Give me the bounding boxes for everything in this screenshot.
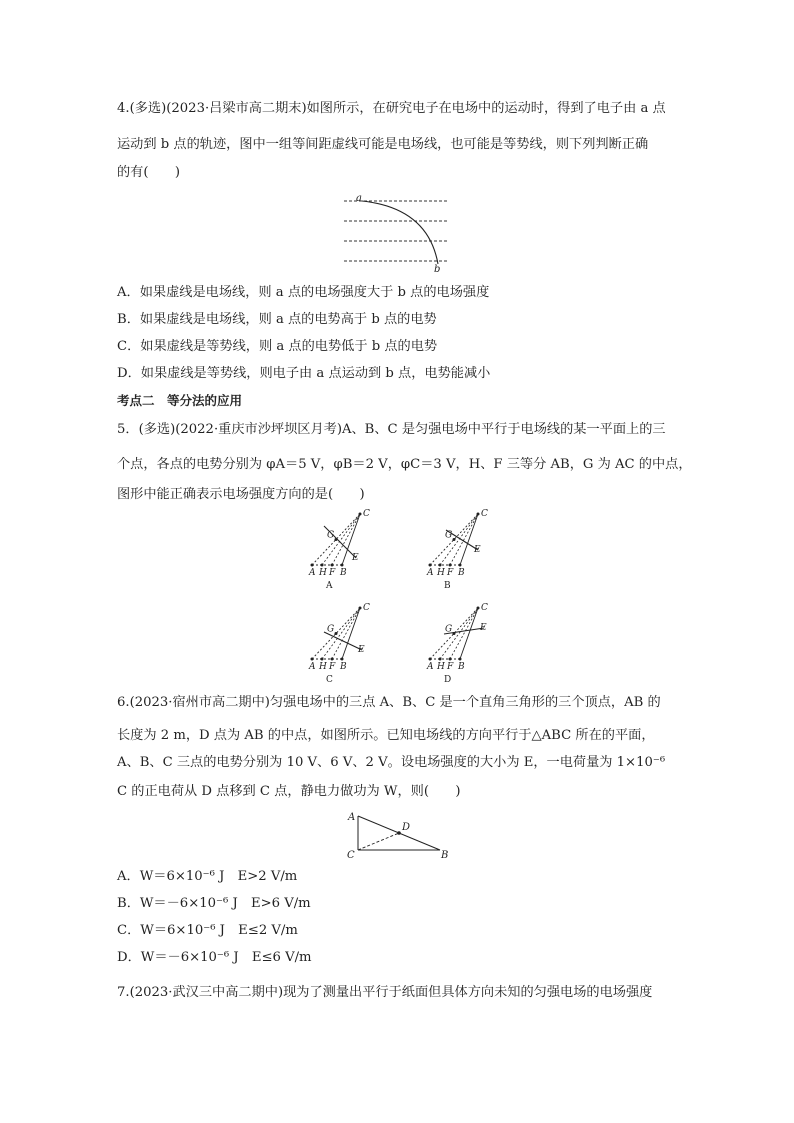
- vertex-dot: [459, 658, 462, 661]
- point-b-label: b: [434, 264, 441, 274]
- q6-option-a: A．W＝6×10⁻⁶ J E>2 V/m: [117, 869, 298, 884]
- label-f: F: [329, 662, 336, 672]
- q5-line-3: 图形中能正确表示电场强度方向的是( ): [117, 487, 365, 502]
- subfigure-caption: A: [326, 581, 333, 591]
- q6-line-4: C 的正电荷从 D 点移到 C 点，静电力做功为 W，则( ): [117, 784, 461, 799]
- vertex-dot: [341, 564, 344, 567]
- point-d-label: D: [402, 822, 411, 833]
- q4-option-a: A．如果虚线是电场线，则 a 点的电场强度大于 b 点的电场强度: [117, 285, 490, 300]
- label-h: H: [319, 662, 327, 672]
- q4-option-d: D．如果虚线是等势线，则电子由 a 点运动到 b 点，电势能减小: [117, 366, 491, 381]
- vertex-b-label: B: [441, 850, 449, 861]
- vertex-dot: [311, 564, 314, 567]
- label-c: C: [363, 603, 370, 613]
- label-a: A: [427, 662, 434, 672]
- vertex-dot: [449, 658, 452, 661]
- label-a: A: [427, 568, 434, 578]
- vertex-dot: [477, 607, 480, 610]
- vertex-dot: [449, 564, 452, 567]
- label-e: E: [480, 623, 487, 633]
- q4-figure: [340, 188, 460, 274]
- vertex-dot: [359, 607, 362, 610]
- q5-line-1: 5．(多选)(2022·重庆市沙坪坝区月考)A、B、C 是匀强电场中平行于电场线的某一平面上的三: [117, 422, 666, 437]
- field-direction-line: [324, 632, 362, 650]
- label-g: G: [327, 530, 335, 541]
- q6-line-2: 长度为 2 m，D 点为 AB 的中点，如图所示。已知电场线的方向平行于△ABC 所在的平面，: [117, 728, 655, 743]
- side-line-bc: [460, 514, 478, 565]
- vertex-dot: [311, 658, 314, 661]
- q5-figures: [300, 508, 500, 684]
- label-f: F: [447, 568, 454, 578]
- q6-option-b: B．W＝－6×10⁻⁶ J E>6 V/m: [117, 896, 311, 911]
- vertex-dot: [439, 658, 442, 661]
- q4-line-1: 4.(多选)(2023·吕梁市高二期末)如图所示，在研究电子在电场中的运动时，得到了电子由 a 点: [117, 101, 666, 116]
- vertex-dot: [429, 564, 432, 567]
- label-f: F: [329, 568, 336, 578]
- q6-option-c: C．W＝6×10⁻⁶ J E≤2 V/m: [117, 923, 298, 938]
- label-c: C: [363, 509, 370, 519]
- vertex-dot: [335, 632, 338, 635]
- label-h: H: [437, 568, 445, 578]
- label-b: B: [340, 568, 347, 578]
- q6-line-1: 6.(2023·宿州市高二期中)匀强电场中的三点 A、B、C 是一个直角三角形的三个顶点，AB 的: [117, 695, 661, 710]
- label-e: E: [358, 645, 365, 655]
- label-b: B: [458, 568, 465, 578]
- q7-line-1: 7.(2023·武汉三中高二期中)现为了测量出平行于纸面但具体方向未知的匀强电场的电场强度: [117, 985, 653, 1000]
- label-b: B: [458, 662, 465, 672]
- q6-line-3: A、B、C 三点的电势分别为 10 V、6 V、2 V。设电场强度的大小为 E，一电荷量为 1×10⁻⁶: [117, 755, 666, 770]
- q4-option-c: C．如果虚线是等势线，则 a 点的电势低于 b 点的电势: [117, 339, 438, 354]
- label-a: A: [309, 662, 316, 672]
- electron-trajectory: [362, 201, 438, 264]
- label-b: B: [340, 662, 347, 672]
- q4-option-b: B．如果虚线是电场线，则 a 点的电势高于 b 点的电势: [117, 312, 437, 327]
- subfigure-caption: D: [444, 675, 452, 684]
- vertex-dot: [331, 658, 334, 661]
- vertex-dot: [453, 538, 456, 541]
- vertex-c-label: C: [347, 850, 355, 861]
- q6-figure: [340, 808, 460, 862]
- point-a-label: a: [356, 193, 362, 204]
- label-g: G: [445, 530, 453, 541]
- vertex-dot: [331, 564, 334, 567]
- label-c: C: [481, 509, 488, 519]
- vertex-a-label: A: [348, 812, 356, 823]
- section-heading-2: 考点二 等分法的应用: [117, 393, 243, 408]
- label-c: C: [481, 603, 488, 613]
- vertex-dot: [359, 513, 362, 516]
- vertex-dot: [335, 538, 338, 541]
- vertex-dot: [321, 658, 324, 661]
- label-e: E: [352, 553, 359, 563]
- side-line-bc: [460, 608, 478, 659]
- q5-line-2: 个点，各点的电势分别为 φA＝5 V，φB＝2 V，φC＝3 V，H、F 三等分 AB，G 为 AC 的中点，: [117, 457, 692, 472]
- vertex-dot: [439, 564, 442, 567]
- vertex-dot: [477, 513, 480, 516]
- vertex-dot: [429, 658, 432, 661]
- subfigure-caption: C: [326, 675, 333, 684]
- label-h: H: [319, 568, 327, 578]
- label-g: G: [327, 624, 335, 635]
- vertex-dot: [459, 564, 462, 567]
- q6-option-d: D．W＝－6×10⁻⁶ J E≤6 V/m: [117, 950, 312, 965]
- q4-line-2: 运动到 b 点的轨迹，图中一组等间距虚线可能是电场线，也可能是等势线，则下列判断正确: [117, 137, 649, 152]
- vertex-dot: [341, 658, 344, 661]
- q4-line-3: 的有( ): [117, 165, 181, 180]
- label-h: H: [437, 662, 445, 672]
- label-a: A: [309, 568, 316, 578]
- vertex-dot: [453, 632, 456, 635]
- label-f: F: [447, 662, 454, 672]
- vertex-dot: [321, 564, 324, 567]
- subfigure-caption: B: [444, 581, 451, 591]
- label-e: E: [474, 545, 481, 555]
- label-g: G: [445, 624, 453, 635]
